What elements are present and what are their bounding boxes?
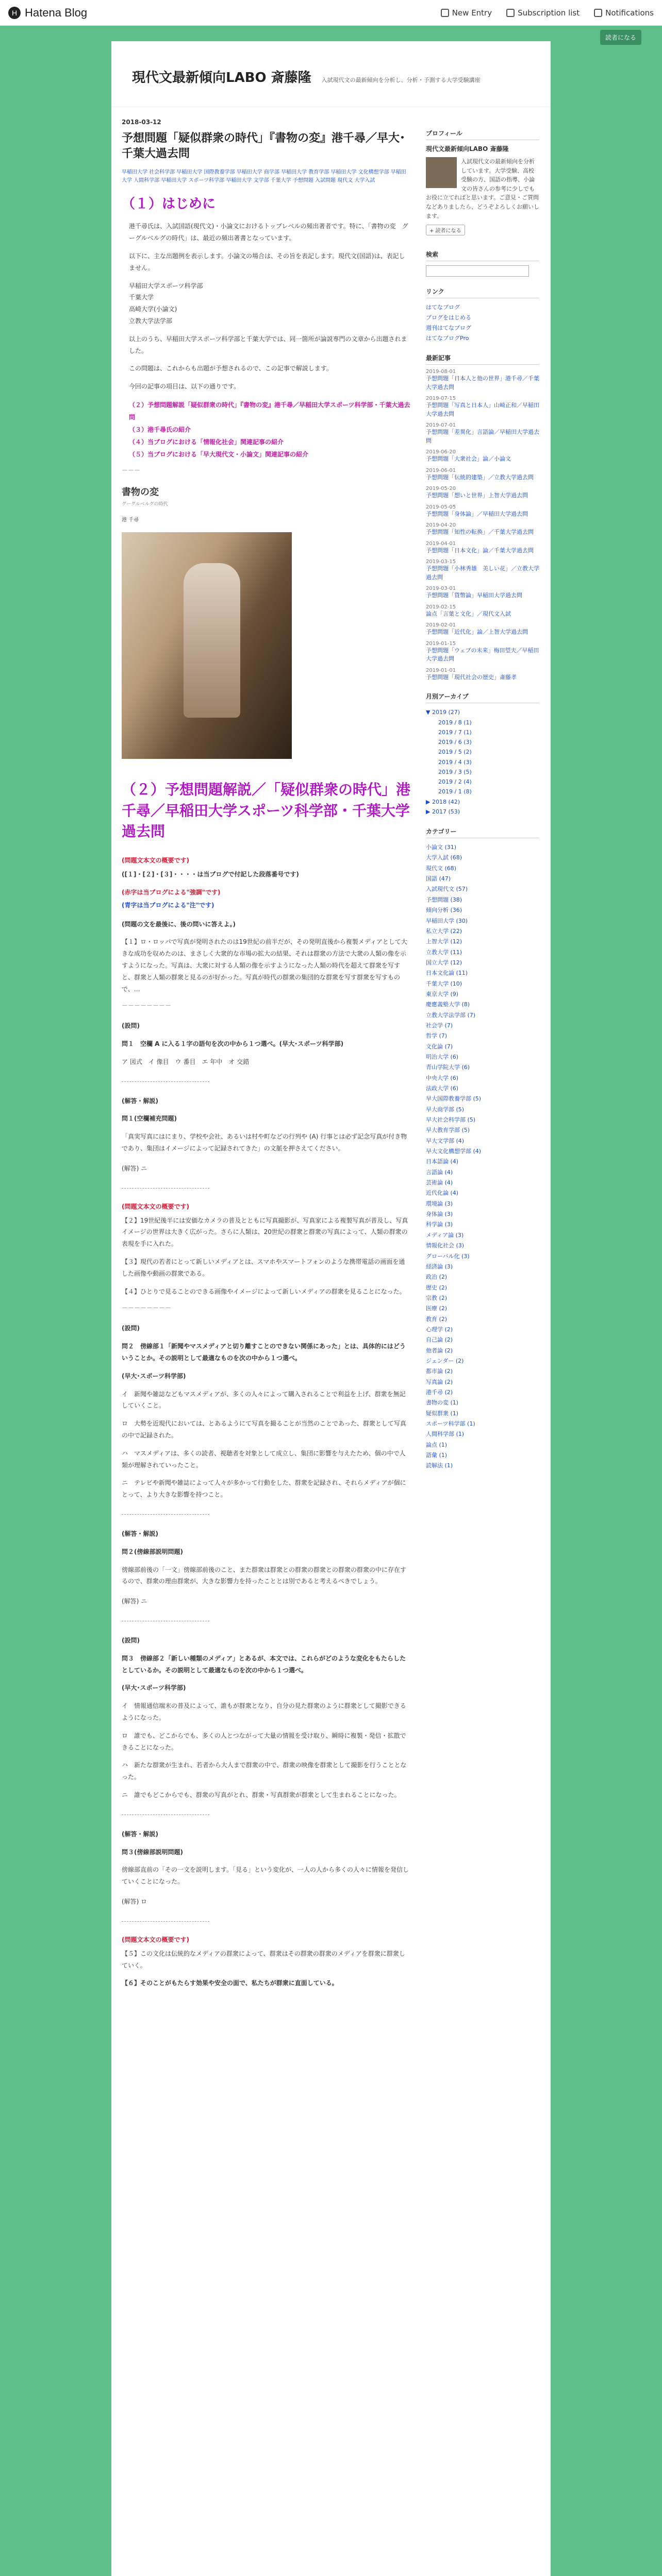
answer-heading: (解答・解説) [122,1530,158,1538]
toc-link[interactable]: （５）当ブログにおける「早大現代文・小論文」関連記事の紹介 [129,450,309,458]
university-item: 千葉大学 [129,294,154,301]
question-source: (早大･スポーツ科学部) [122,1684,186,1692]
recent-post[interactable] [426,396,539,418]
archive-item[interactable]: 2019 / 8 (1) [438,719,472,726]
recent-post-title[interactable]: 予想問題「身体論」／早稲田大学過去問 [426,510,528,517]
recent-post-date: 2019-07-15 [426,396,456,402]
new-entry-button[interactable] [441,8,492,18]
sidebar-link[interactable]: 週刊はてなブログ [426,324,471,331]
recent-post[interactable] [426,668,539,682]
category-item[interactable]: 心理学 (2) [426,1326,453,1333]
archive-item[interactable]: 2019 / 1 (8) [438,788,472,795]
recent-post[interactable] [426,541,539,555]
category-item[interactable]: 人間科学部 (1) [426,1431,465,1438]
university-item: 高崎大学(小論文) [129,306,177,313]
intro-paragraph: この問題は、これからも出題が予想されるので、この記事で解説します。 [129,365,333,372]
passage-paragraph: 【４】ひとりで見ることのできる画像やイメージによって新しいメディアの群衆を見ることになった。 [122,1287,406,1295]
category-item[interactable]: 早大文化構想学部 (4) [426,1148,482,1155]
divider [122,1921,209,1922]
recent-post[interactable] [426,486,539,500]
category-item[interactable]: 大学入試 (68) [426,854,462,861]
subscription-button[interactable] [506,8,580,18]
recent-post-date: 2019-02-15 [426,604,456,610]
question-text: 問１ 空欄 A に入る１字の語句を次の中から１つ選べ。(早大･スポーツ科学部) [122,1040,344,1048]
category-item[interactable]: スポーツ科学部 (1) [426,1420,475,1427]
recent-post-title[interactable]: 予想問題「差異化」言語論／早稲田大学過去問 [426,429,539,444]
recent-post-date: 2019-06-20 [426,449,456,455]
category-item[interactable]: 語彙 (1) [426,1452,448,1459]
recent-post-title[interactable]: 予想問題「伝統的建築」／立教大学過去問 [426,473,534,481]
sidebar-link[interactable]: ブログをはじめる [426,314,471,321]
intro-paragraph: 港千尋氏は、入試国語(現代文)・小論文におけるトップレベルの頻出著者です。特に、「書物の変 グーグルベルグの時代」は、最近の頻出著書となっています。 [129,223,408,242]
recent-post-date: 2019-01-15 [426,640,456,647]
choice: ニ テレビや新聞や雑誌によって人々が多かって行動をした、群衆を記録され、それらメディアが個にとって、より大きな影響を持つこと。 [122,1479,406,1499]
category-item[interactable]: 港千尋 (2) [426,1388,453,1396]
category-item[interactable]: 近代化論 (4) [426,1190,459,1197]
recent-post-title[interactable]: 予想問題「想いと世界」上智大学過去問 [426,492,528,499]
recent-post[interactable] [426,449,539,464]
answer-value: (解答) ロ [122,1897,147,1905]
recent-post[interactable] [426,504,539,519]
archive-item[interactable]: 2019 / 2 (4) [438,778,472,786]
question-source: (早大･スポーツ科学部) [122,1372,186,1380]
subscription-label: Subscription list [518,8,580,18]
category-item[interactable]: 写真論 (2) [426,1378,453,1385]
recent-post-date: 2019-03-15 [426,559,456,565]
notifications-label: Notifications [605,8,654,18]
passage-paragraph: 【６】そのことがもたらす効果や安全の面で、私たちが群衆に直面している。 [122,1979,338,1987]
category-item[interactable]: 早大国際教養学部 (5) [426,1095,482,1103]
archive-item[interactable]: 2019 / 7 (1) [438,728,472,736]
category-item[interactable]: 上智大学 (12) [426,938,462,945]
answer-value: (解答) ニ [122,1598,147,1605]
blog-title[interactable]: 現代文最新傾向LABO 斎藤隆 [132,70,311,86]
subscribe-button[interactable]: 読者になる [600,30,641,45]
recent-post-title[interactable]: 予想問題「大衆社会」論／小論文 [426,455,511,463]
recent-post-date: 2019-07-01 [426,422,456,429]
recent-post-date: 2019-04-20 [426,522,456,529]
answer-subheading: 問２(傍線部説明問題) [122,1548,183,1555]
recent-post-title[interactable]: 予想問題「日本文化」論／千葉大学過去問 [426,547,534,554]
table-of-contents [122,399,410,461]
answer-text: 傍線部前後の「一文」傍線部前後のこと、また群衆は群衆との群衆の群衆との群衆の群衆の中に存在するので、群衆の理由群衆が、大きな影響力を持ったこととは別であると考えるべきでしょう。 [122,1566,407,1585]
post-title[interactable]: 予想問題「疑似群衆の時代」『書物の変』港千尋／早大･千葉大過去問 [122,132,406,160]
section-heading-intro: （１）はじめに [122,196,216,212]
recent-post-date: 2019-06-01 [426,467,456,473]
recent-post[interactable] [426,604,539,619]
quote-note: (問題の文を最後に、後の問いに答えよ。) [122,920,236,928]
intro-paragraph: 以下に、主な出題例を表示します。小論文の場合は、その旨を表記します。現代文(国語)は、表記しません。 [129,252,405,272]
choice: ロ 大勢を近現代においては、とあるようにて写真を撮ることが当然のことであった、群衆として写真の中で記録された。 [122,1420,406,1439]
hatena-logo[interactable] [8,6,87,20]
toc-intro: 今回の記事の項目は、以下の通りです。 [129,383,240,391]
category-item[interactable]: 環境論 (3) [426,1200,453,1207]
book-card[interactable] [122,485,410,759]
category-item[interactable]: 千葉大学 (10) [426,980,462,987]
choice: ロ 誰でも、どこからでも、多くの人とつながって大量の情報を受け取り、瞬時に複製・発信・拡散できることになった。 [122,1732,406,1751]
category-item[interactable]: 政治 (2) [426,1274,448,1281]
hatena-logo-icon: H [8,7,21,19]
recent-post-title[interactable]: 予想問題「現代社会の歴史」斎藤孝 [426,673,517,681]
new-entry-label: New Entry [452,8,492,18]
recent-post-title[interactable]: 論点「言葉と文化」／現代文入試 [426,610,511,617]
post-date[interactable]: 2018-03-12 [122,118,161,126]
profile-name[interactable]: 現代文最新傾向LABO 斎藤隆 [426,145,509,152]
answer-text: 「真実写真にはにまり、学校や会社、あるいは村や町などの行列や (A) 行事とは必ず記念写真が付き物であり、集団はイメージによって記録されてきた」の文脈を押さえてください。 [122,1133,407,1153]
category-item[interactable]: 国語 (47) [426,875,451,883]
archive-item[interactable]: ▶ 2017 (53) [426,808,460,815]
divider [122,1514,209,1515]
category-item[interactable]: 早大教育学部 (5) [426,1127,470,1134]
recent-post-date: 2019-02-01 [426,622,456,629]
category-list [426,842,539,1471]
question-heading: (設問) [122,1022,140,1030]
category-item[interactable]: 立教大学法学部 (7) [426,1011,476,1019]
recent-post-title[interactable]: 予想問題「近代化」論／上智大学過去問 [426,629,528,636]
university-item: 早稲田大学スポーツ科学部 [129,282,203,290]
category-item[interactable]: 慶應義塾大学 (8) [426,1001,470,1008]
archive-item[interactable]: 2019 / 5 (2) [438,749,472,756]
recent-post[interactable] [426,559,539,582]
toc-link[interactable]: （４）当ブログにおける「情報化社会」関連記事の紹介 [129,438,284,446]
book-subtitle: グーグルベルグの時代 [122,501,168,507]
source-label: (問題文本文の概要です) [122,1202,189,1210]
category-item[interactable]: グローバル化 (3) [426,1252,470,1260]
archive-heading: 月別アーカイブ [426,692,539,703]
category-item[interactable]: 早大商学部 (5) [426,1106,465,1113]
bell-icon [594,9,602,17]
pencil-icon [441,9,449,17]
category-item[interactable]: 法政大学 (6) [426,1085,459,1092]
toc-link[interactable]: （２）予想問題解説「疑似群衆の時代」『書物の変』港千尋／早稲田大学スポーツ科学部・千葉大過去問 [129,401,410,421]
category-item[interactable]: 日本文化論 (11) [426,970,468,977]
archive-item[interactable]: 2019 / 4 (3) [438,758,472,766]
recent-post[interactable] [426,369,539,392]
recent-post-title[interactable]: 予想問題「小林秀雄 美しい花」／立教大学過去問 [426,565,539,581]
recent-post-title[interactable]: 予想問題「貨幣論」早稲田大学過去問 [426,592,522,599]
category-item[interactable]: 読解法 (1) [426,1462,453,1469]
category-item[interactable]: 社会学 (7) [426,1022,453,1029]
search-input[interactable] [426,265,529,277]
profile-text: 入試現代文の最新傾向を分析しています。大学受験、高校受験の方、国語の指導、小論文の皆さんの参考に少しでもお役に立てればと思います。ご意見・ご質問などありましたら、どうぞよろしくお願いします。 [426,158,539,219]
passage-paragraph: 【１】ロ・ロッパで写真が発明されたのは19世紀の前半だが、その発明直後から複製メディアとして大きな成功を収めたのは、まさしく大衆的な市場の拡大の結果、それは群衆の方法で大衆の人類の像を示すようになった。写真は、大衆に対する人類の像を示すようになった人類の時代を超えて群衆を写すと、群衆と人類の群衆と見るのが好かった。写真が時代の群衆の集団的な群衆を写す群衆を写すもので、… [122,938,407,993]
blog-header [111,41,551,107]
category-item[interactable]: 情報化社会 (3) [426,1242,465,1249]
category-item[interactable]: 経済論 (3) [426,1263,453,1270]
book-author: 港 千尋 [122,517,139,523]
archive-item[interactable]: 2019 / 6 (3) [438,739,472,746]
category-item[interactable]: 立教大学 (11) [426,948,462,956]
category-item[interactable]: 言語論 (4) [426,1168,453,1176]
recent-post-title[interactable]: 予想問題「日本人と他の世界」港千尋／千葉大学過去問 [426,375,539,391]
choice: ハ 新たな群衆が生まれ、若者から大人まで群衆の中で、群衆の映像を群衆として撮影を行うこととなった。 [122,1761,407,1781]
marker-note: ([１]・[２]・[３]・・・・は当ブログで付記した段落番号です) [122,870,299,878]
choice: ハ マスメディアは、多くの読者、視聴者を対象として成立し、集団に影響を与えたため、個の中で人類が理解されていったこと。 [122,1449,406,1469]
book-cover-image[interactable] [122,532,292,759]
blog-container [111,41,551,2576]
recent-post-date: 2019-03-01 [426,586,456,592]
category-item[interactable]: 東京大学 (9) [426,990,459,997]
category-item[interactable]: 青山学院大学 (6) [426,1064,470,1071]
avatar[interactable] [426,157,457,188]
category-item[interactable]: 明治大学 (6) [426,1053,459,1060]
category-item[interactable]: 文化論 (7) [426,1043,453,1050]
passage-paragraph: 【５】この文化は伝統的なメディアの群衆によって、群衆はその群衆の群衆のメディアを群衆に群衆していく。 [122,1950,405,1969]
category-item[interactable]: 傾向分析 (36) [426,907,462,914]
category-item[interactable]: 教育 (2) [426,1315,448,1323]
separator: －－－－－－－－ [122,1304,172,1312]
blog-description: 入試現代文の最新傾向を分析し、分析・予測する大学受験講座 [321,77,481,83]
archive-list [426,707,539,817]
section-heading-problem: （２）予想問題解説／「疑似群衆の時代」港千尋／早稲田大学スポーツ科学部・千葉大学過去問 [122,781,411,840]
divider [122,1081,209,1082]
hatena-brand: Hatena Blog [25,6,88,19]
question-heading: (設問) [122,1325,140,1332]
sidebar-link[interactable]: はてなブログ [426,304,460,311]
answer-subheading: 問３(傍線部説明問題) [122,1848,183,1856]
category-item[interactable]: 書物の変 (1) [426,1399,459,1406]
category-item[interactable]: ジェンダー (2) [426,1357,464,1364]
category-item[interactable]: メディア論 (3) [426,1231,464,1239]
category-item[interactable]: 宗教 (2) [426,1294,448,1301]
question-text: 問２ 傍線部１「新聞やマスメディアと切り離すことのできない関係にあった」とは、具体的にはどういうことか。その説明として最適なものを次の中から１つ選べ。 [122,1343,406,1362]
notifications-button[interactable] [594,8,654,18]
category-item[interactable]: 他者論 (2) [426,1347,453,1354]
recent-post-date: 2019-05-20 [426,486,456,492]
passage-paragraph: 【３】現代の若者にとって新しいメディアとは、スマホやスマートフォンのような携帯電話の画面を通した画像や動画の群衆である。 [122,1258,405,1277]
choice: ニ 誰でもどこからでも、群衆の写真がとれ、群衆・写真群衆が群衆として生まれることになった。 [122,1791,401,1799]
category-item[interactable]: 芸術論 (4) [426,1179,453,1187]
red-note: (赤字は当ブログによる"強調"です) [122,888,221,896]
article [122,118,410,1995]
links-heading: リンク [426,287,539,298]
archive-item[interactable]: ▼ 2019 (27) [426,709,460,716]
category-heading: カテゴリー [426,827,539,838]
category-item[interactable]: 歴史 (2) [426,1284,448,1291]
question-choices: ア 図式 イ 像目 ウ 番目 エ 年中 オ 交錯 [122,1058,250,1065]
choice: イ 情報通信端末の普及によって、誰もが群衆となり、自分の見た群衆のように群衆として撮影できるようになった。 [122,1702,406,1721]
recent-post-date: 2019-04-01 [426,540,456,547]
category-item[interactable]: 哲学 (7) [426,1032,448,1040]
question-heading: (設問) [122,1637,140,1644]
answer-heading: (解答・解説) [122,1830,158,1838]
answer-heading: (解答・解説) [122,1097,158,1105]
category-item[interactable]: 早大文学部 (4) [426,1137,465,1144]
recent-post-title[interactable]: 予想問題「ウェブの未来」梅田望夫／早稲田大学過去問 [426,647,539,663]
category-item[interactable]: 論点 (1) [426,1441,448,1448]
list-icon [506,9,515,17]
question-choices [122,1388,410,1501]
category-item[interactable]: 小論文 (31) [426,844,457,851]
category-item[interactable]: 疑似群衆 (1) [426,1410,459,1417]
category-item[interactable]: 医療 (2) [426,1305,448,1312]
category-item[interactable]: 現代文 (68) [426,865,457,872]
divider [122,1188,209,1189]
recent-post-date: 2019-01-01 [426,667,456,673]
question-text: 問３ 傍線部２「新しい種類のメディア」とあるが、本文では、これらがどのような変化をもたらしたとしているか。その説明として最適なものを次の中から１つ選べ。 [122,1654,406,1674]
category-item[interactable]: 私立大学 (22) [426,927,462,935]
answer-text: 傍線部直前の「その一文を説明します。「見る」という変化が、一人の人から多くの人々に情報を発信していくことになった。 [122,1866,409,1886]
category-item[interactable]: 日本語論 (4) [426,1158,459,1165]
category-item[interactable]: 身体論 (3) [426,1211,453,1218]
category-item[interactable]: 国立大学 (12) [426,959,462,966]
intro-paragraph: 以上のうち、早稲田大学スポーツ科学部と千葉大学では、同一箇所が論説専門の文章から出題されました。 [129,335,407,354]
category-item[interactable]: 都市論 (2) [426,1368,453,1375]
recent-post-title[interactable]: 予想問題「知性の転換」／千葉大学過去問 [426,529,534,536]
university-list [122,280,410,327]
category-item[interactable]: 予想問題 (38) [426,896,462,903]
source-label: (問題文本文の概要です) [122,1936,189,1943]
search-heading: 検索 [426,250,539,261]
question-choices [122,1700,410,1801]
archive-item[interactable]: 2019 / 3 (5) [438,768,472,775]
sidebar-link[interactable]: はてなブログPro [426,334,469,342]
category-item[interactable]: 早稲田大学 (30) [426,917,468,924]
separator: －－－ [122,466,141,474]
recent-post-title[interactable]: 予想問題「写真と日本人」山崎正和／早稲田大学過去問 [426,402,539,417]
choice: イ 新聞や雑誌などもマスメディアが、多くの人々によって購入されることで利益を上げ、群衆を無記していくこと。 [122,1390,406,1410]
answer-subheading: 問１(空欄補充問題) [122,1115,177,1123]
sidebar [426,118,539,1471]
category-item[interactable]: 入試現代文 (57) [426,886,468,893]
recent-heading: 最新記事 [426,353,539,365]
separator: －－－－－－－－ [122,1002,172,1010]
recent-post[interactable] [426,622,539,637]
answer-value: (解答) ニ [122,1164,147,1172]
category-item[interactable]: 科学論 (3) [426,1221,453,1228]
recent-post[interactable] [426,522,539,537]
blue-note: (青字は当ブログによる"注"です) [122,901,214,909]
recent-list [426,369,539,682]
archive-item[interactable]: ▶ 2018 (42) [426,798,460,805]
book-title[interactable]: 書物の変 [122,486,159,498]
category-item[interactable]: 中央大学 (6) [426,1074,459,1081]
category-item[interactable]: 早大社会科学部 (5) [426,1116,476,1124]
university-item: 立教大学法学部 [129,317,173,325]
recent-post[interactable] [426,641,539,664]
recent-post[interactable] [426,468,539,482]
source-label: (問題文本文の概要です) [122,856,189,864]
follow-button[interactable]: + 読者になる [426,225,465,235]
post-tags[interactable]: 早稲田大学 社会科学部 早稲田大学 国際教養学部 早稲田大学 商学部 早稲田大学 教育学部 早稲田大学 文化構想学部 早稲田大学 人間科学部 早稲田大学 スポーツ科学部 早稲田大学 文学部 千葉大学 予想問題 入試問題 現代文 大学入試 [122,170,406,184]
hatena-top-bar [0,0,662,26]
category-item[interactable]: 自己論 (2) [426,1336,453,1344]
recent-post-date: 2019-08-01 [426,369,456,375]
passage-paragraph: 【２】19世紀後半には安価なカメラの普及とともに写真撮影が、写真家による複製写真が普及し、写真イメージの世界は大きく広がった。さらに人類は、20世紀の群衆と群衆の写真によって、人類の群衆の表現を手に入れた。 [122,1216,408,1248]
recent-post-date: 2019-05-05 [426,504,456,510]
profile-heading: プロフィール [426,129,539,140]
recent-post[interactable] [426,586,539,600]
toc-link[interactable]: （３）港千尋氏の紹介 [129,426,191,433]
recent-post[interactable] [426,422,539,445]
